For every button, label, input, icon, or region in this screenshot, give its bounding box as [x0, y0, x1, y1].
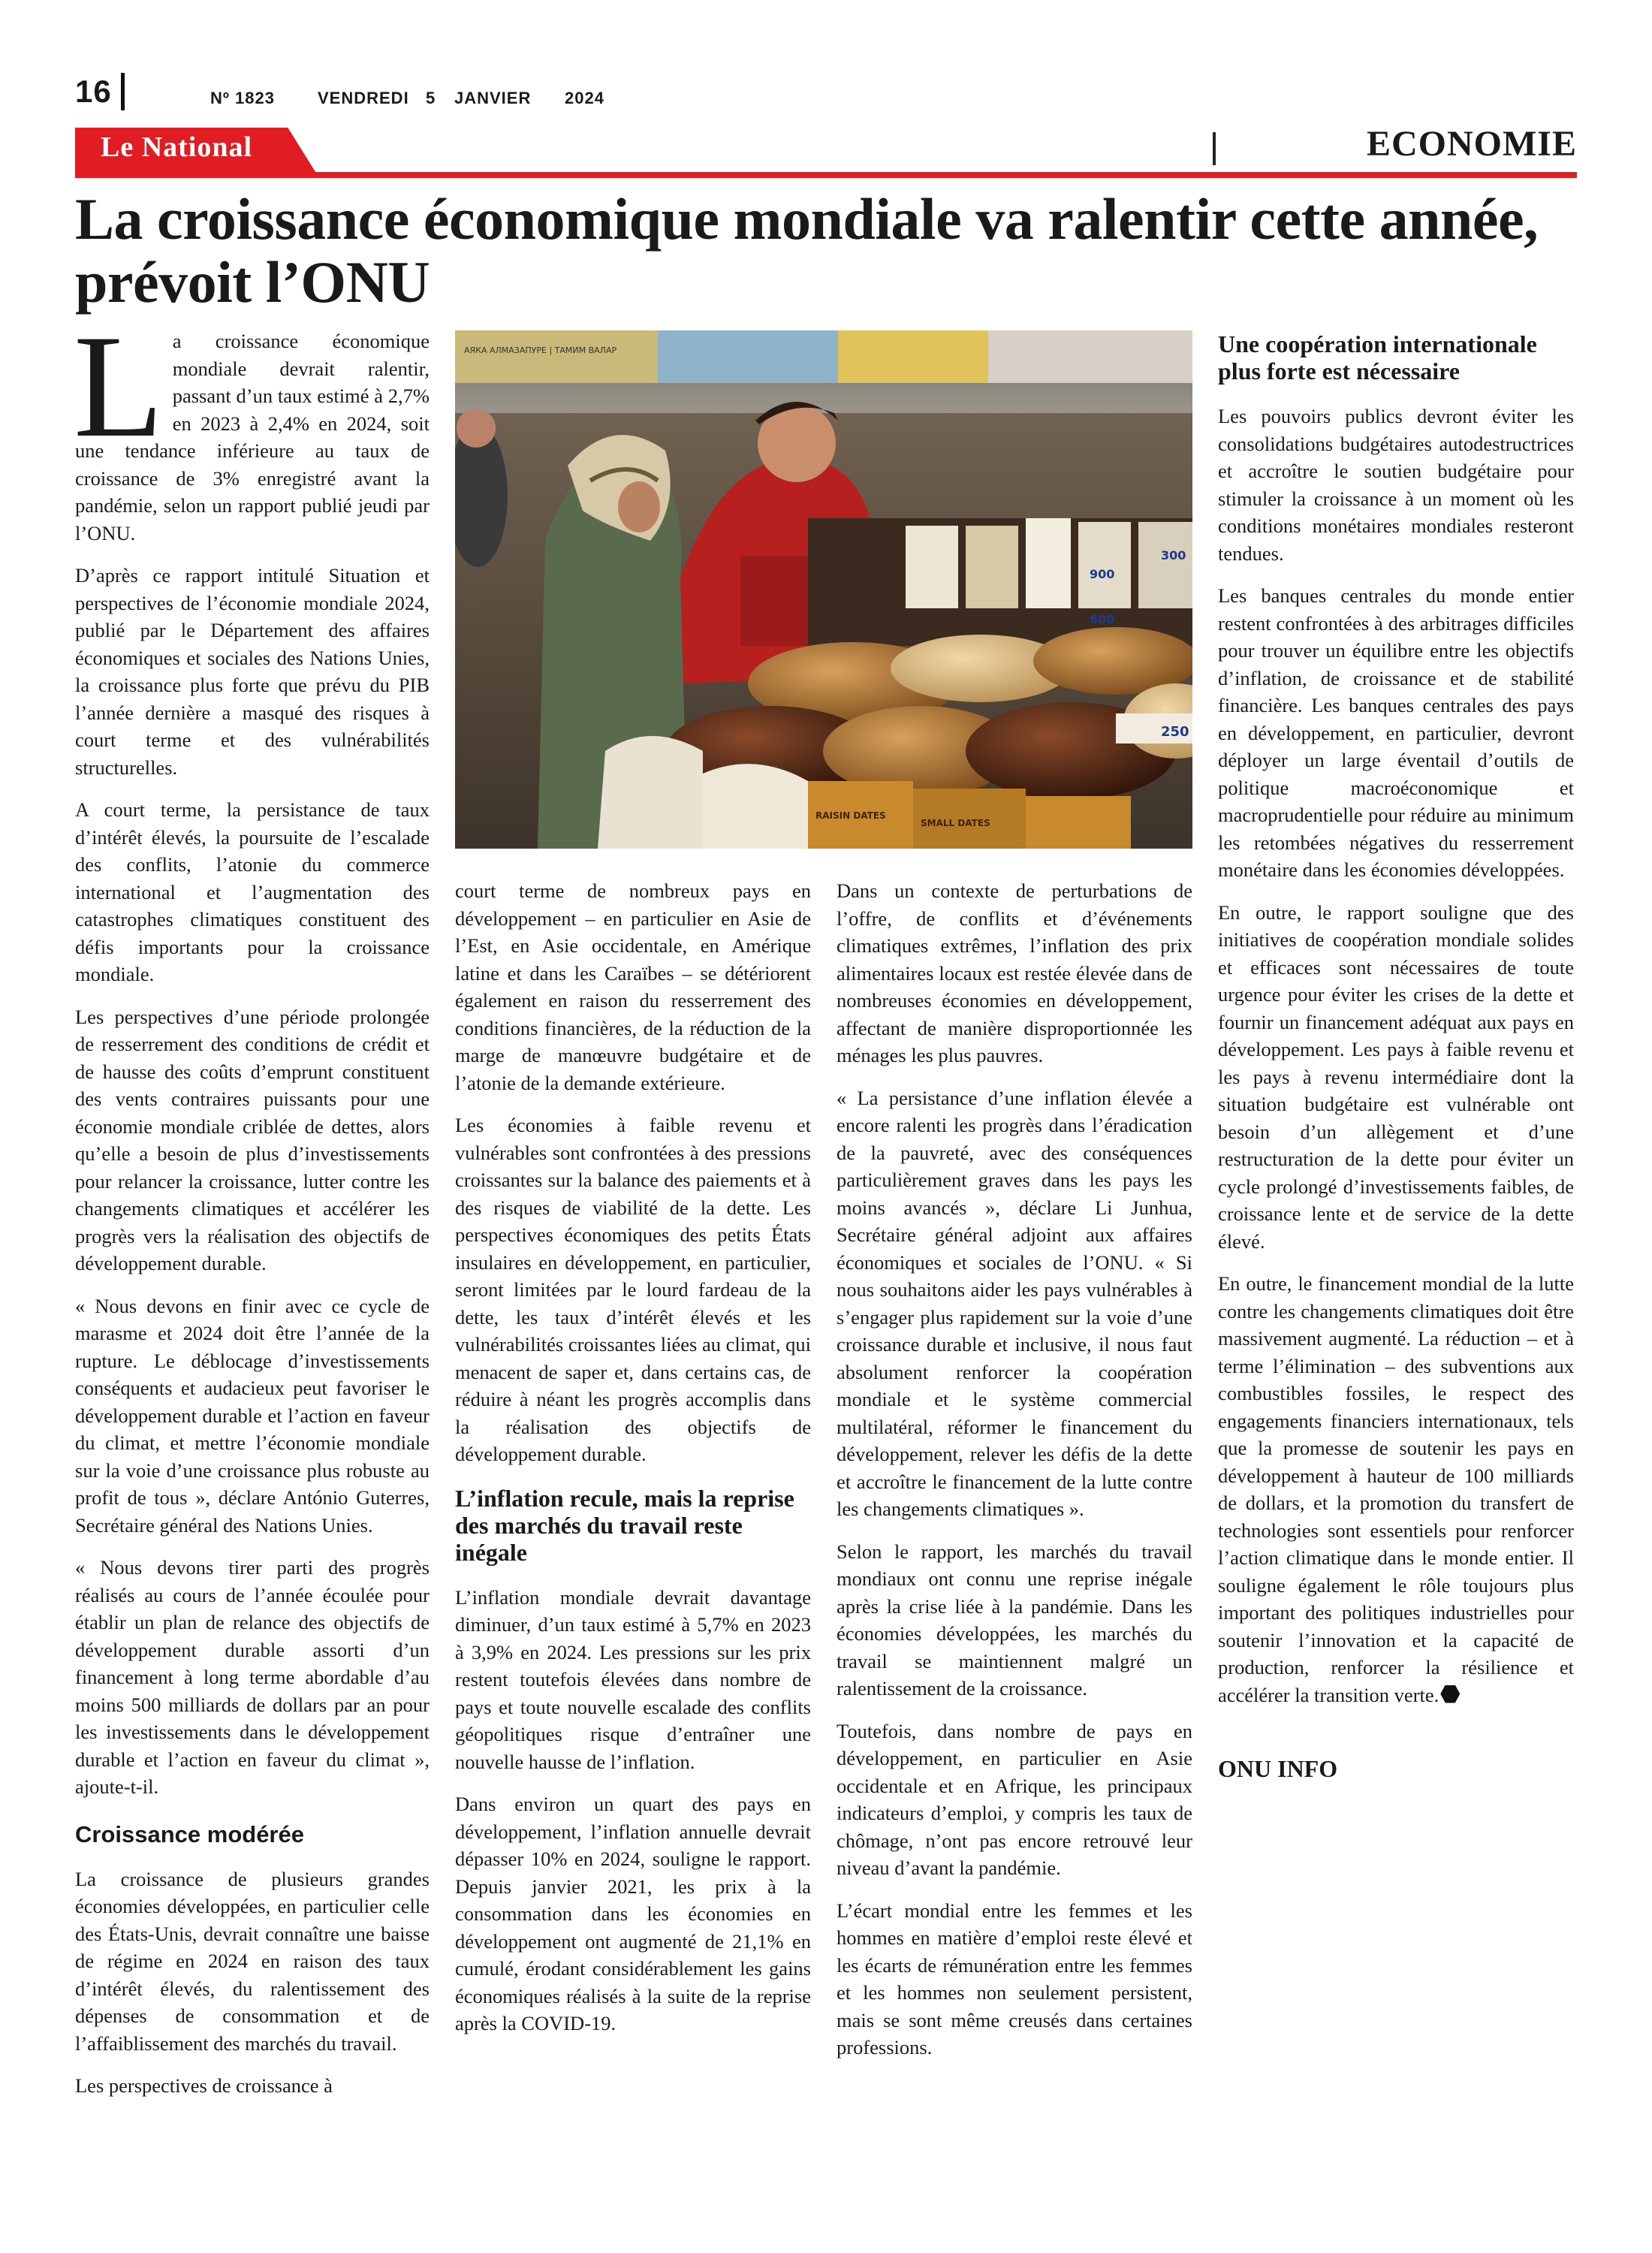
issue-number: Nº 1823: [210, 89, 275, 107]
drop-cap: L: [74, 305, 164, 468]
price-label: 900: [1090, 567, 1115, 581]
paragraph: Les pouvoirs publics devront éviter les consolidations budgétaires autodestructrices et accroître le soutien budgétaire pour stimuler la croissance à un moment où les conditions monétaires mondiales resteront tendues.: [1218, 405, 1574, 565]
paragraph: Les banques centrales du monde entier restent confrontées à des arbitrages difficiles pour trouver un équilibre entre les objectifs d’inflation, de croissance et de stabilité financière. Les banques centrales des pays en développement, en particulier, devront déployer un large éventail d’outils de politique macroéconomique et macroprudentielle pour réduire au minimum les retombées négatives du resserrement monétaire dans les économies développées.: [1218, 584, 1574, 881]
paragraph-text: En outre, le financement mondial de la lutte contre les changements climatiques doit être massivement augmenté. La réduction – et à terme l’élimination – des subventions aux combustibles fossiles, le respect des engagements financiers internationaux, tels que la promesse de soutenir les pays en développement à hauteur de 100 milliards de dollars, et la promotion du transfert de technologies sont essentiels pour renforcer l’action climatique dans le monde entier. Il souligne également le rôle toujours plus important des politiques industrielles pour soutenir l’innovation et la capacité de production, renforcer la résilience et accélérer la transition verte.: [1218, 1272, 1574, 1706]
paragraph: Les économies à faible revenu et vulnérables sont confrontées à des pressions croissantes sur la balance des paiements et à des risques de viabilité de la dette. Les perspectives économiques des petits États insulaires en développement, en particulier, seront limitées par le lourd fardeau de la dette, les taux d’intérêt élevés et les vulnérabilités croissantes liées au climat, qui menacent de saper et, dans certains cas, de réduire à néant les progrès accomplis dans la réalisation des objectifs de développement durable.: [455, 1114, 811, 1465]
issue-year: 2024: [565, 89, 604, 107]
subheading-croissance-moderee: Croissance modérée: [75, 1820, 304, 1847]
crate-label: RAISIN DATES: [815, 810, 886, 821]
paragraph: « Nous devons en finir avec ce cycle de marasme et 2024 doit être l’année de la rupture. Le déblocage d’investissements conséquents et audacieux peut favoriser le développement durable et l’action en faveur du climat, et mettre l’économie mondiale sur la voie d’une croissance plus robuste au profit de tous », déclare António Guterres, Secrétaire général des Nations Unies.: [75, 1294, 430, 1537]
brand-name: Le National: [101, 131, 253, 163]
closing-paragraph: [1218, 1270, 1574, 1709]
crate-label: SMALL DATES: [921, 818, 990, 828]
paragraph: D’après ce rapport intitulé Situation et perspectives de l’économie mondiale 2024, publié par le Département des affaires économiques et sociales des Nations Unies, la croissance plus forte que prévu du PIB l’année dernière a masqué des risques à court terme et des vulnérabilités structurelles.: [75, 564, 430, 779]
rubric-divider: [1213, 132, 1216, 165]
paragraph: L’écart mondial entre les femmes et les hommes en matière d’emploi reste élevé et les écarts de rémunération entre les femmes et les hommes non seulement persistent, mais se sont même creusés dans certaines professions.: [837, 1899, 1192, 2058]
paragraph: Dans un contexte de perturbations de l’offre, de conflits et d’événements climatiques extrêmes, l’inflation des prix alimentaires locaux est restée élevée dans de nombreuses économies en développement, affectant de manière disproportionnée les ménages les plus pauvres.: [837, 879, 1192, 1066]
lead-paragraph: [74, 305, 430, 547]
lead-text: a croissance économique mondiale devrait ralentir, passant d’un taux estimé à 2,7% en 2023 à 2,4% en 2024, soit une tendance inférieure au taux de croissance de 3% enregistré avant la pandémie, selon un rapport publié jeudi par l’ONU.: [75, 330, 430, 544]
article-column-3: [837, 877, 1192, 2077]
price-label: 250: [1161, 724, 1189, 740]
price-label: 600: [1090, 612, 1115, 626]
section-title: ECONOMIE: [1366, 124, 1577, 164]
paragraph: Les perspectives d’une période prolongée de resserrement des conditions de crédit et de hausse des coûts d’emprunt constituent des vents contraires puissants pour une économie mondiale criblée de dettes, alors qu’elle a besoin de plus d’investissements pour relancer la croissance, lutter contre les changements climatiques et accélérer les progrès vers la réalisation des objectifs de développement durable.: [75, 1005, 430, 1274]
issue-date-number: 5: [426, 89, 436, 107]
paragraph: « Nous devons tirer parti des progrès réalisés au cours de l’année écoulée pour établir un plan de relance des objectifs de développement durable assorti d’un financement à long terme abordable d’au moins 500 milliards de dollars par an pour les investissements dans le développement durable et l’action en faveur du climat », ajoute-t-il.: [75, 1556, 430, 1798]
paragraph: « La persistance d’une inflation élevée a encore ralenti les progrès dans l’éradication de la pauvreté, avec des conséquences particulièrement graves dans les pays les moins avancés », déclare Li Junhua, Secrétaire général adjoint aux affaires économiques et sociales de l’ONU. « Si nous souhaitons aider les pays vulnérables à s’engager plus rapidement sur la voie d’une croissance durable et inclusive, il nous faut absolument renforcer la coopération mondiale et le système commercial multilatéral, réformer le financement du développement, relever les défis de la dette et accroître le financement de la lutte contre les changements climatiques ».: [837, 1086, 1192, 1520]
paragraph: Toutefois, dans nombre de pays en développement, en particulier en Asie occidentale et en Afrique, les principaux indicateurs d’emploi, y compris les taux de chômage, n’ont pas encore retrouvé leur niveau d’avant la pandémie.: [837, 1719, 1192, 1879]
subheading-inflation: L’inflation recule, mais la reprise des marchés du travail reste inégale: [455, 1484, 794, 1566]
paragraph: Dans environ un quart des pays en développement, l’inflation annuelle devrait dépasser 10% en 2024, souligne le rapport. Depuis janvier 2021, les prix à la consommation dans les économies en développement ont augmenté de 21,1% en cumulé, érodant considérablement les gains économiques réalisés à la suite de la reprise après la COVID-19.: [455, 1793, 811, 2034]
article-headline: La croissance économique mondiale va ralentir cette année, prévoit l’ONU: [75, 186, 1539, 315]
end-mark-icon: [1440, 1685, 1460, 1703]
page-number: 16: [75, 74, 112, 109]
page-folio: [75, 72, 125, 111]
paragraph: A court terme, la persistance de taux d’intérêt élevés, la poursuite de l’escalade des conflits, l’atonie du commerce international et l’augmentation des catastrophes climatiques constituent des défis importants pour la croissance mondiale.: [75, 798, 430, 985]
paragraph: L’inflation mondiale devrait davantage diminuer, d’un taux estimé à 5,7% en 2023 à 3,9% en 2024. Les pressions sur les prix restent toutefois élevées dans nombre de pays et toute nouvelle escalade des conflits géopolitiques risque d’entraîner une nouvelle hausse de l’inflation.: [455, 1585, 811, 1773]
issue-day: VENDREDI: [318, 89, 409, 107]
market-photo: [455, 330, 1192, 849]
price-label: 300: [1161, 548, 1186, 562]
article-column-4: [1218, 330, 1574, 1783]
issue-month: JANVIER: [454, 89, 532, 107]
folio-divider: [121, 73, 125, 110]
photo-banner-text: АЯКА АЛМАЗАПУРЕ | ТАМИМ ВАЛАР: [464, 345, 617, 355]
paragraph: court terme de nombreux pays en développement – en particulier en Asie de l’Est, en Asie occidentale, en Amérique latine et dans les Caraïbes – se détériorent également en raison du resserrement des conditions financières, de la réduction de la marge de manœuvre budgétaire et de l’atonie de la demande extérieure.: [455, 879, 811, 1094]
subheading-cooperation: Une coopération internationale plus forte est nécessaire: [1218, 330, 1537, 385]
paragraph: En outre, le rapport souligne que des initiatives de coopération mondiale solides et efficaces sont nécessaires de toute urgence pour éviter les crises de la dette et fournir un financement adéquat aux pays en développement. Les pays à faible revenu et les pays à revenu intermédiaire dont la situation budgétaire est vulnérable ont besoin d’un allègement et d’une restructuration de la dette pour éviter un cycle prolongé d’investissements faibles, de croissance lente et de service de la dette élevé.: [1218, 900, 1574, 1253]
masthead-rule: [75, 172, 1577, 178]
paragraph: La croissance de plusieurs grandes économies développées, en particulier celle des États-Unis, devrait connaître une baisse de régime en 2024 en raison des taux d’intérêt élevés, du ralentissement des dépenses de consommation et de l’affaiblissement des marchés du travail.: [75, 1867, 430, 2055]
article-column-2: [455, 877, 811, 2052]
paragraph: Selon le rapport, les marchés du travail mondiaux ont connu une reprise inégale après la crise liée à la pandémie. Dans les économies développées, les marchés du travail se maintiennent malgré un ralentissement de la croissance.: [837, 1540, 1192, 1700]
article-signature: ONU INFO: [1218, 1755, 1338, 1782]
article-column-1: [74, 305, 430, 2115]
paragraph: Les perspectives de croissance à: [75, 2074, 333, 2097]
